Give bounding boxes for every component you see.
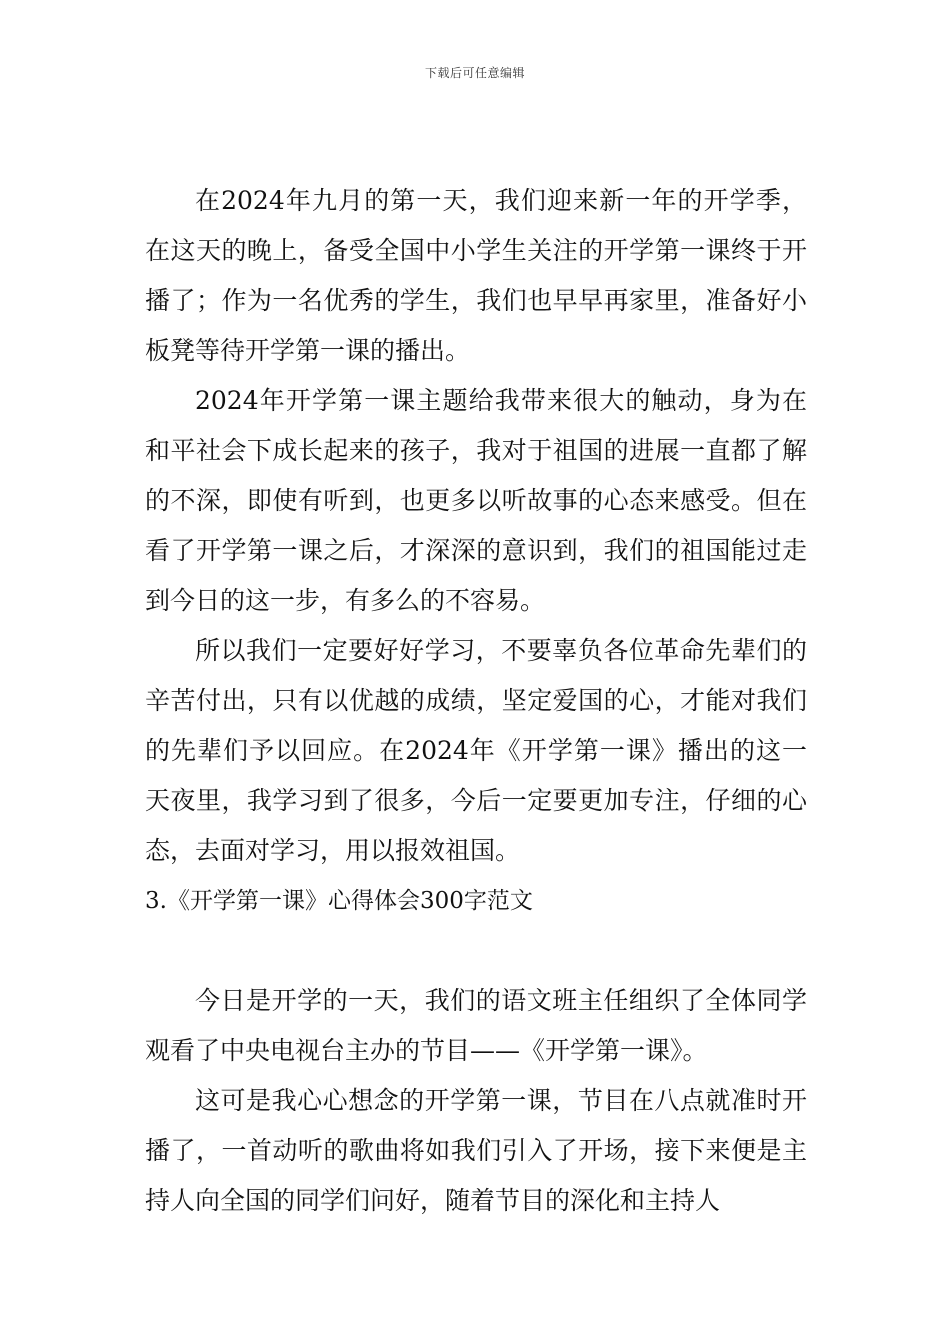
section-heading: 3.《开学第一课》心得体会300字范文 xyxy=(145,888,533,914)
paragraph-2: 2024年开学第一课主题给我带来很大的触动，身为在和平社会下成长起来的孩子，我对于祖国的进展一直都了解的不深，即使有听到，也更多以听故事的心态来感受。但在看了开学第一课之后，才深深的意识到，我们的祖国能过走到今日的这一步，有多么的不容易。 xyxy=(145,386,807,615)
paragraph-5: 这可是我心心想念的开学第一课，节目在八点就准时开播了，一首动听的歌曲将如我们引入了开场，接下来便是主持人向全国的同学们问好，随着节目的深化和主持人 xyxy=(145,1086,807,1215)
paragraph-1: 在2024年九月的第一天，我们迎来新一年的开学季，在这天的晚上，备受全国中小学生关注的开学第一课终于开播了；作为一名优秀的学生，我们也早早再家里，准备好小板凳等待开学第一课的播出。 xyxy=(145,186,807,365)
document-body xyxy=(145,176,807,1226)
paragraph-3: 所以我们一定要好好学习，不要辜负各位革命先辈们的辛苦付出，只有以优越的成绩，坚定爱国的心，才能对我们的先辈们予以回应。在2024年《开学第一课》播出的这一天夜里，我学习到了很多，今后一定要更加专注，仔细的心态，去面对学习，用以报效祖国。 xyxy=(145,636,807,865)
header-note: 下载后可任意编辑 xyxy=(424,66,525,80)
paragraph-4: 今日是开学的一天，我们的语文班主任组织了全体同学观看了中央电视台主办的节目——《开学第一课》。 xyxy=(145,986,807,1065)
section-spacer xyxy=(145,926,807,976)
